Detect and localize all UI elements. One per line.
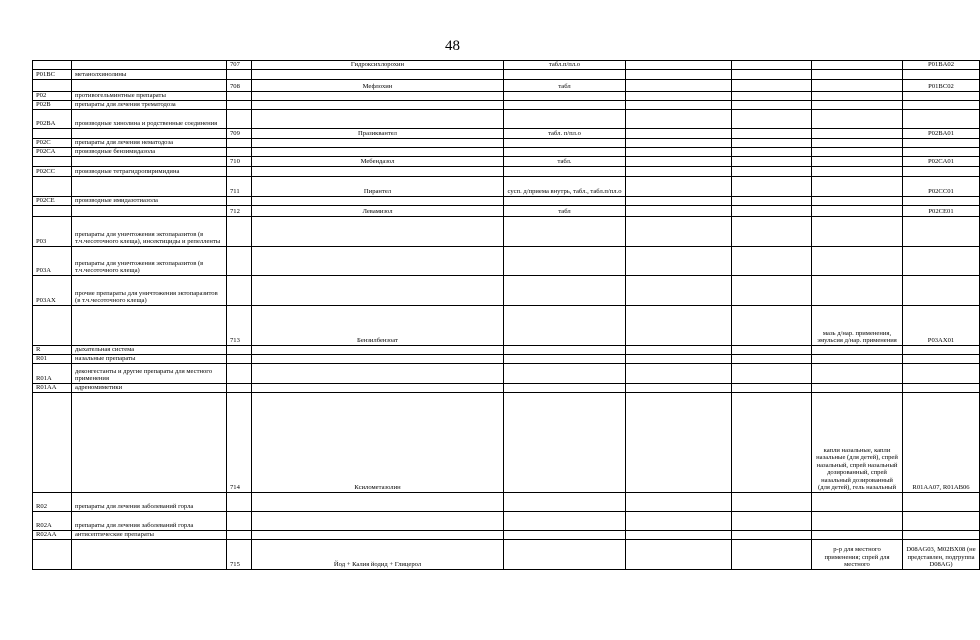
atc-group-name-cell: деконгестанты и другие препараты для местного применения [72,364,227,384]
table-row [33,110,980,129]
extra-form-cell [812,167,903,177]
extra-form-cell [812,217,903,247]
drug-name-cell [252,384,504,393]
atc-group-code-cell: P02CA [33,148,72,157]
extra-form-cell [812,80,903,92]
empty-column-cell [732,70,812,80]
dosage-form-cell [504,364,626,384]
drug-name-cell [252,217,504,247]
empty-column-cell [732,512,812,531]
table-row [33,129,980,139]
dosage-form-cell: сусп. д/приема внутрь, табл., табл.п/пл.о [504,177,626,197]
atc-group-code-cell: P01BC [33,70,72,80]
drug-name-cell [252,493,504,512]
empty-column-cell [732,393,812,493]
atc-code-cell [903,110,980,129]
atc-group-code-cell: P03A [33,247,72,276]
empty-column-cell [626,110,732,129]
drug-name-cell: Бензилбензоат [252,306,504,346]
item-number-cell [227,364,252,384]
atc-group-code-cell: R02 [33,493,72,512]
empty-column-cell [626,540,732,570]
atc-group-code-cell [33,540,72,570]
atc-group-code-cell [33,393,72,493]
item-number-cell: 712 [227,206,252,217]
page-number: 48 [445,38,460,54]
empty-column-cell [626,217,732,247]
table-row [33,167,980,177]
empty-column-cell [732,167,812,177]
atc-group-code-cell: R01 [33,355,72,364]
item-number-cell: 707 [227,61,252,70]
item-number-cell [227,355,252,364]
table-row [33,346,980,355]
atc-code-cell [903,276,980,306]
table-row [33,276,980,306]
empty-column-cell [626,177,732,197]
atc-code-cell: P02CA01 [903,157,980,167]
table-row [33,393,980,493]
dosage-form-cell [504,70,626,80]
dosage-form-cell: табл [504,80,626,92]
atc-group-name-cell: метанолхинолины [72,70,227,80]
empty-column-cell [626,276,732,306]
empty-column-cell [626,129,732,139]
atc-group-name-cell: производные хинолина и родственные соединения [72,110,227,129]
atc-code-cell: P02CE01 [903,206,980,217]
atc-group-code-cell: P02C [33,139,72,148]
drug-name-cell [252,167,504,177]
atc-group-name-cell: прочие препараты для уничтожения эктопаразитов (в т.ч.чесоточного клеща) [72,276,227,306]
extra-form-cell [812,70,903,80]
empty-column-cell [732,355,812,364]
dosage-form-cell: табл [504,206,626,217]
dosage-form-cell: табл.п/пл.о [504,61,626,70]
table-body [33,61,980,570]
empty-column-cell [732,157,812,167]
dosage-form-cell [504,540,626,570]
atc-code-cell: P02BA01 [903,129,980,139]
drug-list-table [32,60,980,570]
atc-group-code-cell [33,61,72,70]
atc-group-code-cell [33,306,72,346]
drug-name-cell [252,148,504,157]
empty-column-cell [626,346,732,355]
item-number-cell: 711 [227,177,252,197]
table-row [33,92,980,101]
atc-code-cell [903,101,980,110]
dosage-form-cell [504,110,626,129]
extra-form-cell [812,206,903,217]
atc-group-code-cell: P02B [33,101,72,110]
atc-code-cell [903,512,980,531]
item-number-cell [227,512,252,531]
atc-group-name-cell: дыхательная система [72,346,227,355]
atc-group-code-cell: R01A [33,364,72,384]
atc-code-cell [903,531,980,540]
item-number-cell: 713 [227,306,252,346]
empty-column-cell [732,206,812,217]
dosage-form-cell [504,306,626,346]
extra-form-cell [812,129,903,139]
empty-column-cell [732,276,812,306]
atc-group-name-cell [72,129,227,139]
extra-form-cell [812,61,903,70]
atc-code-cell: D08AG03, M02BX08 (не представлен, подгруппа D08AG) [903,540,980,570]
extra-form-cell [812,177,903,197]
extra-form-cell [812,512,903,531]
table-row [33,384,980,393]
atc-code-cell: P03AX01 [903,306,980,346]
table-row [33,206,980,217]
empty-column-cell [626,364,732,384]
table-row [33,306,980,346]
drug-name-cell [252,197,504,206]
empty-column-cell [732,101,812,110]
dosage-form-cell [504,393,626,493]
item-number-cell [227,148,252,157]
drug-name-cell [252,70,504,80]
atc-group-name-cell: противогельминтные препараты [72,92,227,101]
drug-name-cell [252,346,504,355]
extra-form-cell [812,101,903,110]
atc-group-name-cell: адреномиметики [72,384,227,393]
atc-group-code-cell [33,129,72,139]
drug-name-cell [252,276,504,306]
atc-group-name-cell [72,540,227,570]
atc-code-cell [903,384,980,393]
drug-name-cell [252,355,504,364]
item-number-cell [227,276,252,306]
empty-column-cell [732,80,812,92]
empty-column-cell [732,177,812,197]
extra-form-cell [812,92,903,101]
atc-group-name-cell [72,177,227,197]
empty-column-cell [626,531,732,540]
empty-column-cell [732,148,812,157]
extra-form-cell: р-р для местного применения; спрей для местного [812,540,903,570]
atc-group-code-cell: P02CC [33,167,72,177]
drug-name-cell: Празиквантел [252,129,504,139]
atc-code-cell: P01BC02 [903,80,980,92]
dosage-form-cell [504,512,626,531]
extra-form-cell: мазь д/нар. применения, эмульсия д/нар. применения [812,306,903,346]
table-row [33,139,980,148]
empty-column-cell [732,493,812,512]
item-number-cell [227,70,252,80]
item-number-cell: 710 [227,157,252,167]
empty-column-cell [732,531,812,540]
dosage-form-cell [504,92,626,101]
table-row [33,61,980,70]
empty-column-cell [732,197,812,206]
drug-name-cell [252,531,504,540]
item-number-cell [227,197,252,206]
item-number-cell [227,346,252,355]
atc-group-code-cell: P02 [33,92,72,101]
dosage-form-cell [504,247,626,276]
atc-group-name-cell: препараты для лечения заболеваний горла [72,512,227,531]
atc-group-code-cell: R02AA [33,531,72,540]
dosage-form-cell [504,346,626,355]
atc-group-name-cell: препараты для лечения заболеваний горла [72,493,227,512]
empty-column-cell [626,306,732,346]
atc-group-code-cell: P03 [33,217,72,247]
extra-form-cell [812,364,903,384]
extra-form-cell: капли назальные, капли назальные (для детей), спрей назальный, спрей назальный дозированный, спрей назальный дозированный (для детей), гель назальный [812,393,903,493]
drug-name-cell: Левамизол [252,206,504,217]
atc-code-cell [903,70,980,80]
item-number-cell: 709 [227,129,252,139]
atc-code-cell [903,493,980,512]
drug-name-cell: Йод + Калия йодид + Глицерол [252,540,504,570]
empty-column-cell [626,393,732,493]
dosage-form-cell [504,167,626,177]
empty-column-cell [626,206,732,217]
table-row [33,148,980,157]
drug-name-cell: Мебендазол [252,157,504,167]
atc-group-name-cell: антисептические препараты [72,531,227,540]
empty-column-cell [732,61,812,70]
empty-column-cell [626,92,732,101]
dosage-form-cell [504,384,626,393]
empty-column-cell [626,512,732,531]
empty-column-cell [626,148,732,157]
table-row [33,493,980,512]
dosage-form-cell [504,493,626,512]
atc-group-name-cell [72,206,227,217]
atc-code-cell [903,92,980,101]
empty-column-cell [732,346,812,355]
atc-group-name-cell: препараты для уничтожения эктопаразитов (в т.ч.чесоточного клеща), инсектициды и репелленты [72,217,227,247]
table-row [33,364,980,384]
drug-name-cell [252,512,504,531]
item-number-cell: 714 [227,393,252,493]
atc-group-code-cell [33,177,72,197]
item-number-cell [227,101,252,110]
drug-name-cell: Мефлохин [252,80,504,92]
empty-column-cell [732,306,812,346]
atc-group-name-cell [72,80,227,92]
dosage-form-cell [504,355,626,364]
extra-form-cell [812,197,903,206]
table-row [33,197,980,206]
empty-column-cell [626,355,732,364]
atc-code-cell [903,247,980,276]
atc-group-name-cell: производные тетрагидропиримидина [72,167,227,177]
extra-form-cell [812,346,903,355]
dosage-form-cell [504,276,626,306]
atc-code-cell [903,355,980,364]
dosage-form-cell [504,139,626,148]
dosage-form-cell [504,217,626,247]
empty-column-cell [732,247,812,276]
item-number-cell [227,167,252,177]
empty-column-cell [626,101,732,110]
item-number-cell [227,384,252,393]
table-row [33,157,980,167]
item-number-cell: 708 [227,80,252,92]
extra-form-cell [812,355,903,364]
atc-group-code-cell: R01AA [33,384,72,393]
atc-group-name-cell: препараты для лечения трематодоза [72,101,227,110]
extra-form-cell [812,139,903,148]
empty-column-cell [626,197,732,206]
atc-group-name-cell [72,393,227,493]
empty-column-cell [732,364,812,384]
table-row [33,512,980,531]
atc-group-code-cell: P02CE [33,197,72,206]
drug-name-cell: Пирантел [252,177,504,197]
atc-group-name-cell [72,61,227,70]
empty-column-cell [626,384,732,393]
empty-column-cell [626,167,732,177]
atc-code-cell [903,167,980,177]
extra-form-cell [812,157,903,167]
empty-column-cell [732,540,812,570]
atc-group-name-cell: препараты для уничтожения эктопаразитов (в т.ч.чесоточного клеща) [72,247,227,276]
drug-name-cell [252,247,504,276]
empty-column-cell [626,157,732,167]
item-number-cell: 715 [227,540,252,570]
dosage-form-cell [504,197,626,206]
empty-column-cell [626,493,732,512]
atc-code-cell: P01BA02 [903,61,980,70]
table-row [33,247,980,276]
atc-code-cell [903,346,980,355]
table-row [33,80,980,92]
atc-code-cell [903,197,980,206]
drug-name-cell [252,110,504,129]
table-row [33,177,980,197]
atc-code-cell: P02CC01 [903,177,980,197]
item-number-cell [227,110,252,129]
empty-column-cell [626,80,732,92]
table-row [33,70,980,80]
empty-column-cell [626,247,732,276]
atc-group-name-cell [72,306,227,346]
atc-group-code-cell [33,80,72,92]
atc-group-code-cell: P02BA [33,110,72,129]
atc-group-code-cell [33,206,72,217]
table-row [33,355,980,364]
empty-column-cell [732,217,812,247]
drug-name-cell [252,364,504,384]
atc-code-cell [903,217,980,247]
atc-group-code-cell: P03AX [33,276,72,306]
drug-name-cell: Гидроксихлорохин [252,61,504,70]
item-number-cell [227,217,252,247]
atc-group-name-cell: препараты для лечения нематодоза [72,139,227,148]
empty-column-cell [626,139,732,148]
atc-group-name-cell: производные имидазотиазола [72,197,227,206]
empty-column-cell [732,384,812,393]
item-number-cell [227,493,252,512]
dosage-form-cell [504,148,626,157]
extra-form-cell [812,247,903,276]
atc-group-name-cell: производные бензимидазола [72,148,227,157]
empty-column-cell [732,92,812,101]
atc-code-cell [903,148,980,157]
dosage-form-cell: табл. п/пл.о [504,129,626,139]
dosage-form-cell [504,101,626,110]
extra-form-cell [812,148,903,157]
extra-form-cell [812,384,903,393]
item-number-cell [227,531,252,540]
empty-column-cell [732,129,812,139]
item-number-cell [227,247,252,276]
table-row [33,540,980,570]
item-number-cell [227,92,252,101]
empty-column-cell [626,70,732,80]
drug-name-cell [252,101,504,110]
atc-group-code-cell: R02A [33,512,72,531]
drug-name-cell [252,92,504,101]
atc-group-name-cell: назальные препараты [72,355,227,364]
empty-column-cell [732,139,812,148]
table-row [33,101,980,110]
atc-group-name-cell [72,157,227,167]
item-number-cell [227,139,252,148]
empty-column-cell [732,110,812,129]
atc-group-code-cell: R [33,346,72,355]
empty-column-cell [626,61,732,70]
atc-group-code-cell [33,157,72,167]
table-row [33,531,980,540]
extra-form-cell [812,110,903,129]
extra-form-cell [812,531,903,540]
extra-form-cell [812,276,903,306]
drug-name-cell: Ксилометазолин [252,393,504,493]
atc-code-cell: R01AA07, R01AB06 [903,393,980,493]
atc-code-cell [903,139,980,148]
drug-name-cell [252,139,504,148]
dosage-form-cell: табл. [504,157,626,167]
table-row [33,217,980,247]
extra-form-cell [812,493,903,512]
atc-code-cell [903,364,980,384]
dosage-form-cell [504,531,626,540]
